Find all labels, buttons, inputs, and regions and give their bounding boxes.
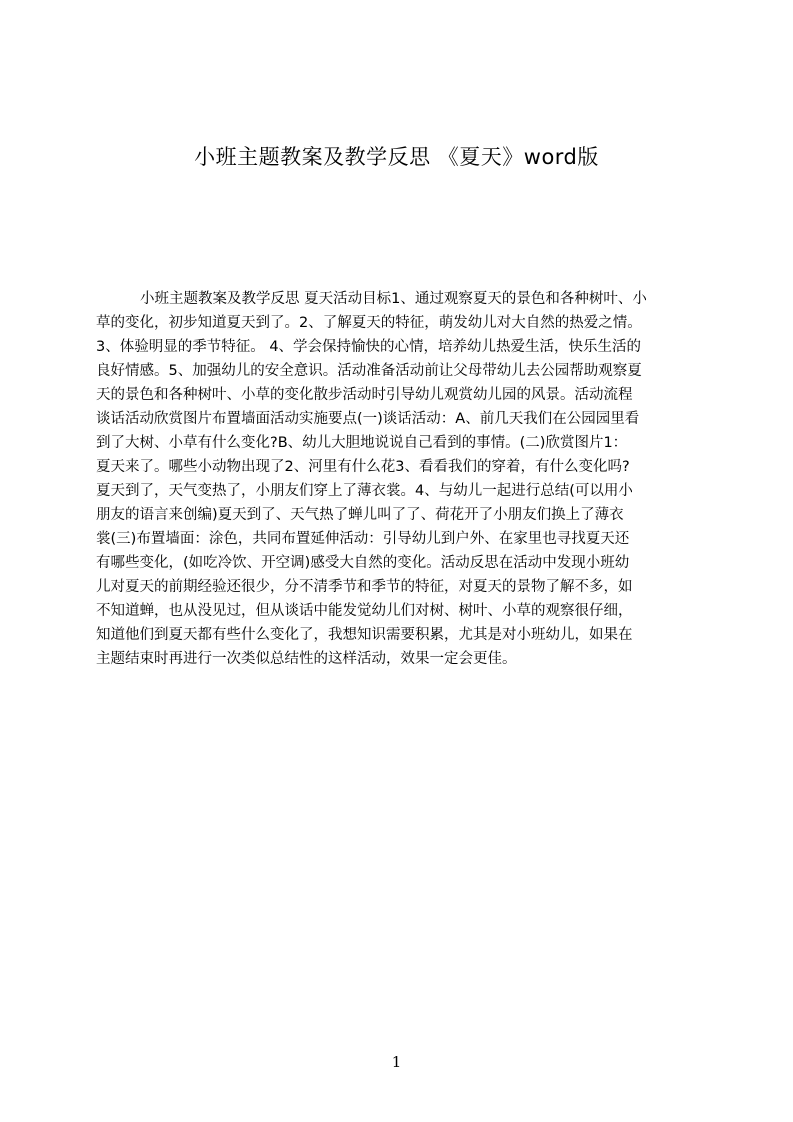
body-line: 朋友的语言来创编)夏天到了、天气热了蝉儿叫了了、荷花开了小朋友们换上了薄衣 xyxy=(96,507,624,523)
document-body xyxy=(96,287,698,719)
body-line: 知道他们到夏天都有些什么变化了，我想知识需要积累，尤其是对小班幼儿，如果在 xyxy=(96,627,633,643)
page-number: 1 xyxy=(391,1053,402,1071)
body-line: 小班主题教案及教学反思 夏天活动目标1、通过观察夏天的景色和各种树叶、小 xyxy=(140,291,647,307)
body-line: 裳(三)布置墙面：涂色，共同布置延伸活动：引导幼儿到户外、在家里也寻找夏天还 xyxy=(96,531,630,547)
body-line: 夏天来了。哪些小动物出现了2、河里有什么花3、看看我们的穿着，有什么变化吗? xyxy=(96,459,630,475)
body-line: 良好情感。5、加强幼儿的安全意识。活动准备活动前让父母带幼儿去公园帮助观察夏 xyxy=(96,363,642,379)
body-line: 谈话活动欣赏图片布置墙面活动实施要点(一)谈话活动：A、前几天我们在公园园里看 xyxy=(96,411,640,427)
body-line: 夏天到了，天气变热了，小朋友们穿上了薄衣裳。4、与幼儿一起进行总结(可以用小 xyxy=(96,483,633,499)
document-title: 小班主题教案及教学反思 《夏天》word版 xyxy=(194,145,599,169)
body-line: 3、体验明显的季节特征。 4、学会保持愉快的心情，培养幼儿热爱生活，快乐生活的 xyxy=(96,339,642,355)
body-line: 儿对夏天的前期经验还很少，分不清季节和季节的特征，对夏天的景物了解不多，如 xyxy=(96,579,633,595)
body-line: 主题结束时再进行一次类似总结性的这样活动，效果一定会更佳。 xyxy=(96,651,517,667)
body-line: 到了大树、小草有什么变化?B、幼儿大胆地说说自己看到的事情。(二)欣赏图片1： xyxy=(96,435,628,451)
body-line: 草的变化，初步知道夏天到了。2、了解夏天的特征，萌发幼儿对大自然的热爱之情。 xyxy=(96,315,642,331)
body-line: 不知道蝉，也从没见过，但从谈话中能发觉幼儿们对树、树叶、小草的观察很仔细， xyxy=(96,603,633,619)
body-line: 有哪些变化，(如吃冷饮、开空调)感受大自然的变化。活动反思在活动中发现小班幼 xyxy=(96,555,630,571)
body-line: 天的景色和各种树叶、小草的变化散步活动时引导幼儿观赏幼儿园的风景。活动流程 xyxy=(96,387,633,403)
